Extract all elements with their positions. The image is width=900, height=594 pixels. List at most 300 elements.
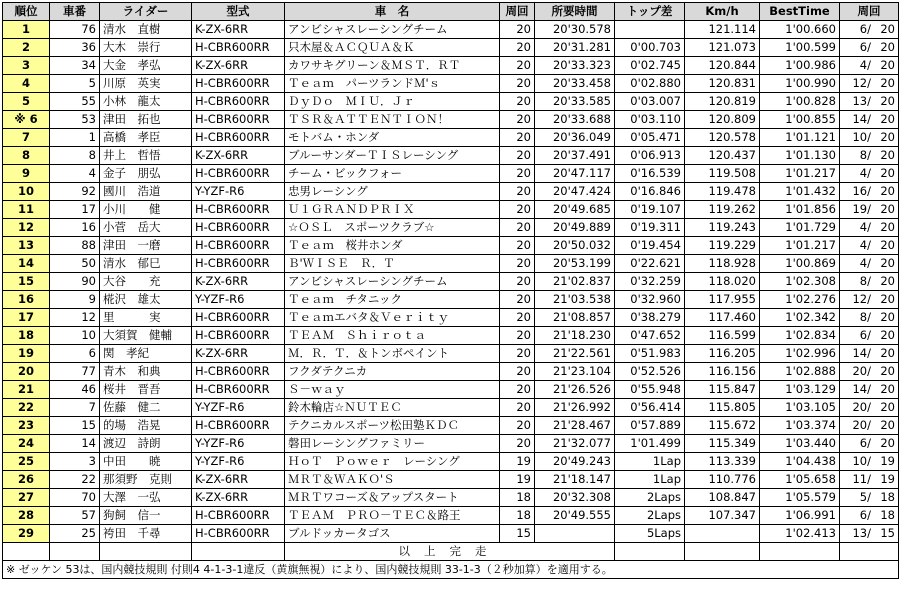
cell-model: K-ZX-6RR [192,57,285,75]
cell-gap: 2Laps [615,507,685,525]
cell-rider: 小林 龍太 [100,93,192,111]
cell-speed: 116.156 [685,363,760,381]
cell-team: チーム・ビックフォー [285,165,500,183]
cell-speed: 119.243 [685,219,760,237]
cell-gap: 0'05.471 [615,129,685,147]
lap-separator: / [867,400,871,414]
total-laps: 20 [880,328,895,342]
cell-speed: 113.339 [685,453,760,471]
cell-team: ＭＲＴワコーズ＆アップスタート [285,489,500,507]
cell-number: 3 [50,453,100,471]
cell-rider: 大金 孝弘 [100,57,192,75]
cell-best-lap [840,507,899,525]
cell-rider: 中田 暁 [100,453,192,471]
total-laps: 20 [880,166,895,180]
cell-rider: 川原 英実 [100,75,192,93]
cell-team: ＨｏＴ Ｐｏｗｅｒ レーシング [285,453,500,471]
cell-best-lap [840,435,899,453]
lap-separator: / [867,220,871,234]
cell-best-time: 1'01.432 [760,183,840,201]
cell-rider: 桜井 晋吾 [100,381,192,399]
cell-rider: 関 孝紀 [100,345,192,363]
total-laps: 20 [880,346,895,360]
cell-rider: 津田 一磨 [100,237,192,255]
cell-number: 4 [50,165,100,183]
cell-rider: 大谷 充 [100,273,192,291]
cell-rider: 狗飼 信一 [100,507,192,525]
cell-best-time: 1'04.438 [760,453,840,471]
cell-model: H-CBR600RR [192,309,285,327]
table-row [3,381,899,399]
cell-best-lap [840,111,899,129]
cell-time: 20'36.049 [535,129,615,147]
cell-number: 70 [50,489,100,507]
cell-position: 26 [3,471,50,489]
cell-gap: 0'16.846 [615,183,685,201]
table-row [3,255,899,273]
cell-laps: 20 [500,111,535,129]
cell-model: H-CBR600RR [192,255,285,273]
cell-gap: 0'19.107 [615,201,685,219]
cell-position: 19 [3,345,50,363]
cell-rider: 國川 浩道 [100,183,192,201]
cell-team: ＴＳＲ＆ＡＴＴＥＮＴＩＯＮ！ [285,111,500,129]
cell-best-time: 1'01.729 [760,219,840,237]
cell-rider: 的場 浩晃 [100,417,192,435]
cell-gap: 2Laps [615,489,685,507]
cell-team: Ｂ'ＷＩＳＥ Ｒ．Ｔ [285,255,500,273]
total-laps: 20 [880,112,895,126]
cell-gap: 0'02.745 [615,57,685,75]
cell-best-time: 1'00.855 [760,111,840,129]
cell-best-time: 1'01.217 [760,237,840,255]
cell-speed: 118.928 [685,255,760,273]
best-lap-number: 13 [852,94,868,108]
cell-position: 23 [3,417,50,435]
best-lap-number: 20 [852,364,868,378]
cell-position: 13 [3,237,50,255]
cell-model: K-ZX-6RR [192,471,285,489]
cell-number: 6 [50,345,100,363]
cell-time: 20'33.458 [535,75,615,93]
cell-number: 9 [50,291,100,309]
table-row [3,219,899,237]
cell-laps: 19 [500,471,535,489]
cell-team: ☆ＯＳＬ スポーツクラブ☆ [285,219,500,237]
cell-best-time: 1'03.129 [760,381,840,399]
cell-best-time: 1'01.121 [760,129,840,147]
best-lap-number: 20 [852,418,868,432]
best-lap-number: 16 [852,184,868,198]
cell-position: 21 [3,381,50,399]
best-lap-number: 12 [852,292,868,306]
cell-number: 53 [50,111,100,129]
cell-rider: 渡辺 詩朗 [100,435,192,453]
cell-laps: 20 [500,309,535,327]
lap-separator: / [867,184,871,198]
cell-position: 24 [3,435,50,453]
cell-time: 21'23.104 [535,363,615,381]
cell-speed: 115.805 [685,399,760,417]
total-laps: 20 [880,58,895,72]
cell-position: 17 [3,309,50,327]
lap-separator: / [867,454,871,468]
cell-time: 21'32.077 [535,435,615,453]
cell-best-lap [840,471,899,489]
lap-separator: / [867,76,871,90]
lap-separator: / [867,364,871,378]
lap-separator: / [867,310,871,324]
cell-best-lap [840,453,899,471]
cell-best-lap [840,93,899,111]
cell-time: 21'22.561 [535,345,615,363]
table-row [3,453,899,471]
cell-position: 18 [3,327,50,345]
cell-number: 14 [50,435,100,453]
cell-gap: 0'55.948 [615,381,685,399]
cell-number: 88 [50,237,100,255]
total-laps: 19 [880,472,895,486]
cell-best-time: 1'00.990 [760,75,840,93]
cell-speed: 120.831 [685,75,760,93]
cell-laps: 20 [500,417,535,435]
table-row [3,39,899,57]
cell-speed: 115.672 [685,417,760,435]
total-laps: 20 [880,400,895,414]
lap-separator: / [867,22,871,36]
cell-model: H-CBR600RR [192,111,285,129]
cell-model: Y-YZF-R6 [192,399,285,417]
total-laps: 20 [880,310,895,324]
cell-best-lap [840,147,899,165]
cell-team: フクダテクニカ [285,363,500,381]
cell-position: 1 [3,21,50,39]
cell-best-lap [840,273,899,291]
total-laps: 20 [880,76,895,90]
cell-gap: 0'16.539 [615,165,685,183]
cell-gap: 5Laps [615,525,685,543]
cell-model: H-CBR600RR [192,219,285,237]
table-row [3,201,899,219]
cell-time: 21'28.467 [535,417,615,435]
cell-gap: 0'22.621 [615,255,685,273]
cell-gap [615,21,685,39]
cell-time: 21'18.230 [535,327,615,345]
cell-position: 9 [3,165,50,183]
cell-number: 90 [50,273,100,291]
cell-gap: 0'00.703 [615,39,685,57]
cell-gap: 1Lap [615,471,685,489]
lap-separator: / [867,418,871,432]
cell-model: Y-YZF-R6 [192,453,285,471]
cell-number: 77 [50,363,100,381]
cell-gap: 0'19.454 [615,237,685,255]
total-laps: 18 [880,490,895,504]
total-laps: 20 [880,364,895,378]
cell-laps: 15 [500,525,535,543]
lap-separator: / [867,382,871,396]
cell-rider: 那須野 克則 [100,471,192,489]
cell-gap: 0'03.110 [615,111,685,129]
cell-best-lap [840,21,899,39]
cell-best-lap [840,57,899,75]
cell-time: 20'53.199 [535,255,615,273]
table-row [3,147,899,165]
table-row [3,93,899,111]
cell-team: アンビシャスレーシングチーム [285,273,500,291]
cell-model: H-CBR600RR [192,201,285,219]
total-laps: 20 [880,94,895,108]
cell-position: 27 [3,489,50,507]
cell-rider: 小菅 岳大 [100,219,192,237]
cell-laps: 20 [500,57,535,75]
best-lap-number: 6 [859,22,868,36]
cell-number: 55 [50,93,100,111]
cell-time: 20'37.491 [535,147,615,165]
cell-gap: 0'52.526 [615,363,685,381]
cell-team: Ｍ．Ｒ．Ｔ．＆トンボペイント [285,345,500,363]
cell-model: K-ZX-6RR [192,273,285,291]
cell-team: カワサキグリーン＆ＭＳＴ．ＲＴ [285,57,500,75]
cell-speed: 108.847 [685,489,760,507]
table-row [3,129,899,147]
cell-model: H-CBR600RR [192,327,285,345]
cell-rider: 大須賀 健輔 [100,327,192,345]
header-model: 型式 [192,3,285,21]
cell-time: 21'18.147 [535,471,615,489]
cell-rider: 津田 拓也 [100,111,192,129]
cell-rider: 青木 和典 [100,363,192,381]
cell-rider: 里 実 [100,309,192,327]
cell-number: 76 [50,21,100,39]
total-laps: 20 [880,148,895,162]
cell-best-lap [840,129,899,147]
total-laps: 15 [880,526,895,540]
cell-best-time: 1'02.342 [760,309,840,327]
cell-gap: 0'47.652 [615,327,685,345]
cell-speed: 117.460 [685,309,760,327]
table-row [3,435,899,453]
cell-position: 22 [3,399,50,417]
table-row [3,273,899,291]
cell-best-lap [840,237,899,255]
cell-best-lap [840,309,899,327]
lap-separator: / [867,490,871,504]
cell-time: 20'30.578 [535,21,615,39]
cell-speed: 115.349 [685,435,760,453]
cell-team: ＴＥＡＭ ＰＲＯ－ＴＥＣ＆路王 [285,507,500,525]
cell-laps: 20 [500,363,535,381]
cell-position: 29 [3,525,50,543]
cell-number: 57 [50,507,100,525]
total-laps: 20 [880,202,895,216]
cell-rider: 大澤 一弘 [100,489,192,507]
header-speed: Km/h [685,3,760,21]
cell-laps: 20 [500,201,535,219]
cell-position: 20 [3,363,50,381]
cell-speed [685,525,760,543]
best-lap-number: 6 [859,328,868,342]
cell-model: H-CBR600RR [192,525,285,543]
cell-model: Y-YZF-R6 [192,183,285,201]
table-row [3,399,899,417]
lap-separator: / [867,328,871,342]
cell-best-time: 1'00.986 [760,57,840,75]
table-row [3,345,899,363]
cell-time: 21'08.857 [535,309,615,327]
cell-time: 21'02.837 [535,273,615,291]
cell-laps: 20 [500,255,535,273]
cell-time: 20'31.281 [535,39,615,57]
cell-best-time: 1'03.440 [760,435,840,453]
cell-position: 7 [3,129,50,147]
cell-team: Ｔｅａｍエバタ＆Ｖｅｒｉｔｙ [285,309,500,327]
cell-best-time: 1'05.579 [760,489,840,507]
table-row [3,21,899,39]
table-row [3,75,899,93]
cell-gap: 0'56.414 [615,399,685,417]
cell-gap: 0'19.311 [615,219,685,237]
header-rider: ライダー [100,3,192,21]
header-position: 順位 [3,3,50,21]
best-lap-number: 20 [852,400,868,414]
cell-position: 25 [3,453,50,471]
table-row [3,57,899,75]
cell-number: 1 [50,129,100,147]
cell-number: 36 [50,39,100,57]
table-row [3,417,899,435]
note-row [3,561,899,579]
cell-best-time: 1'00.869 [760,255,840,273]
total-laps: 20 [880,184,895,198]
cell-laps: 20 [500,291,535,309]
cell-model: Y-YZF-R6 [192,291,285,309]
cell-team: 鈴木輪店☆ＮＵＴＥＣ [285,399,500,417]
header-row [3,3,899,21]
lap-separator: / [867,436,871,450]
results-table [2,2,899,579]
cell-best-time: 1'00.828 [760,93,840,111]
cell-team: アンビシャスレーシングチーム [285,21,500,39]
total-laps: 20 [880,238,895,252]
cell-best-lap [840,525,899,543]
cell-gap: 0'02.880 [615,75,685,93]
best-lap-number: 4 [859,166,868,180]
cell-speed: 119.478 [685,183,760,201]
cell-team: Ｓ－ｗａｙ [285,381,500,399]
results-body [3,21,899,543]
cell-number: 7 [50,399,100,417]
cell-number: 22 [50,471,100,489]
cell-team: ＭＲＴ＆ＷＡＫＯ'Ｓ [285,471,500,489]
best-lap-number: 14 [852,112,868,126]
best-lap-number: 8 [859,274,868,288]
cell-rider: 袴田 千尋 [100,525,192,543]
cell-best-time: 1'02.413 [760,525,840,543]
cell-number: 17 [50,201,100,219]
cell-laps: 20 [500,399,535,417]
cell-best-lap [840,417,899,435]
cell-team: 忠男レーシング [285,183,500,201]
best-lap-number: 12 [852,76,868,90]
total-laps: 20 [880,130,895,144]
cell-model: K-ZX-6RR [192,345,285,363]
cell-gap: 1'01.499 [615,435,685,453]
lap-separator: / [867,166,871,180]
best-lap-number: 11 [852,472,868,486]
cell-best-time: 1'03.374 [760,417,840,435]
cell-gap: 0'03.007 [615,93,685,111]
total-laps: 20 [880,436,895,450]
table-row [3,237,899,255]
cell-position: 12 [3,219,50,237]
cell-time: 20'47.424 [535,183,615,201]
lap-separator: / [867,292,871,306]
cell-model: H-CBR600RR [192,93,285,111]
best-lap-number: 6 [859,508,868,522]
cell-position: 14 [3,255,50,273]
total-laps: 20 [880,220,895,234]
cell-model: H-CBR600RR [192,129,285,147]
cell-model: H-CBR600RR [192,417,285,435]
best-lap-number: 4 [859,220,868,234]
cell-laps: 20 [500,183,535,201]
cell-laps: 20 [500,39,535,57]
cell-number: 15 [50,417,100,435]
cell-team: 只木屋＆ＡＣＱＵＡ＆Ｋ [285,39,500,57]
cell-speed: 120.844 [685,57,760,75]
cell-laps: 20 [500,435,535,453]
cell-model: H-CBR600RR [192,381,285,399]
best-lap-number: 14 [852,382,868,396]
best-lap-number: 4 [859,238,868,252]
best-lap-number: 4 [859,256,868,270]
table-row [3,309,899,327]
lap-separator: / [867,58,871,72]
cell-best-time: 1'00.599 [760,39,840,57]
cell-gap: 0'38.279 [615,309,685,327]
cell-rider: 清水 直樹 [100,21,192,39]
cell-number: 8 [50,147,100,165]
cell-model: K-ZX-6RR [192,489,285,507]
cell-best-time: 1'02.834 [760,327,840,345]
cell-time: 21'26.526 [535,381,615,399]
table-row [3,111,899,129]
cell-best-lap [840,75,899,93]
cell-model: H-CBR600RR [192,39,285,57]
cell-time: 20'50.032 [535,237,615,255]
cell-number: 46 [50,381,100,399]
best-lap-number: 5 [859,490,868,504]
cell-position: 28 [3,507,50,525]
cell-rider: 小川 健 [100,201,192,219]
cell-laps: 20 [500,327,535,345]
cell-time [535,525,615,543]
cell-gap: 0'57.889 [615,417,685,435]
cell-speed: 107.347 [685,507,760,525]
total-laps: 20 [880,40,895,54]
cell-laps: 20 [500,129,535,147]
cell-model: H-CBR600RR [192,237,285,255]
best-lap-number: 10 [852,130,868,144]
best-lap-number: 8 [859,310,868,324]
cell-best-lap [840,399,899,417]
cell-speed: 119.262 [685,201,760,219]
lap-separator: / [867,130,871,144]
cell-model: H-CBR600RR [192,363,285,381]
lap-separator: / [867,274,871,288]
results-document [2,2,898,579]
